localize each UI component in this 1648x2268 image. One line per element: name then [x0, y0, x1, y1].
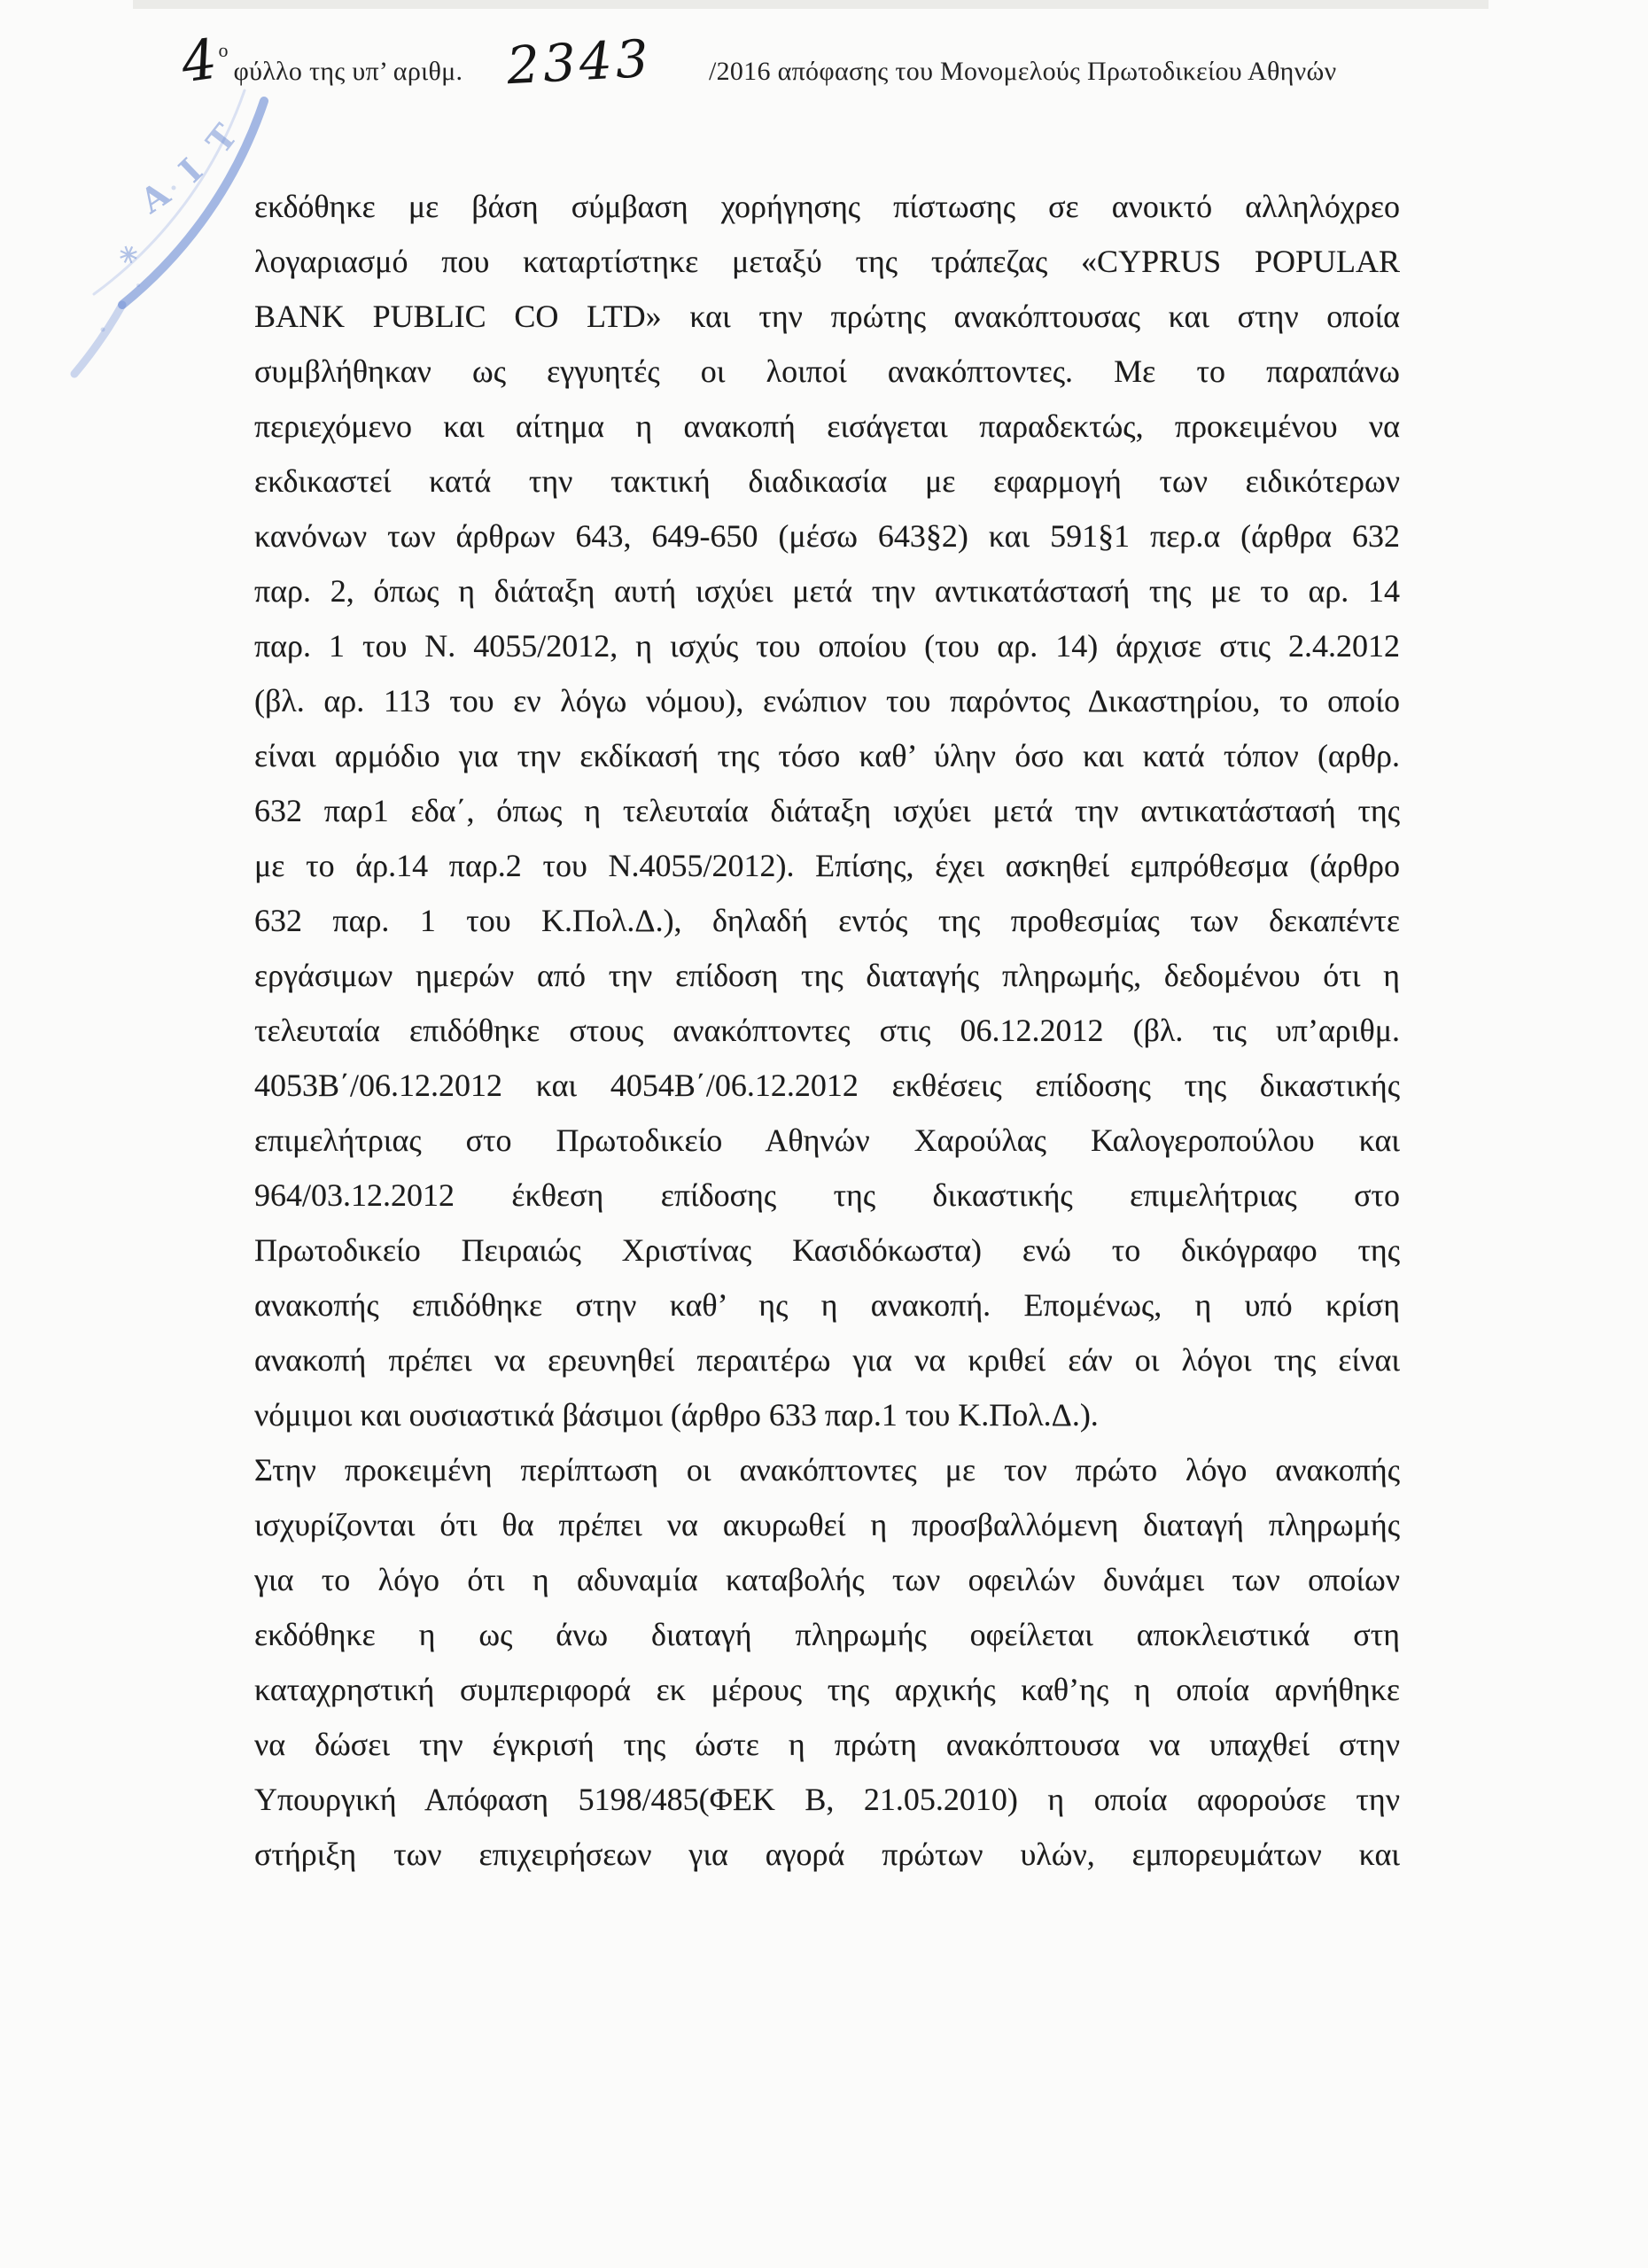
stamp-letter: Α: [132, 173, 177, 221]
text-line: (βλ. αρ. 113 του εν λόγω νόμου), ενώπιον του παρόντος Δικαστηρίου, το οποίο: [254, 683, 1400, 718]
text-line: 964/03.12.2012 έκθεση επίδοσης της δικαστικής επιμελήτριας στο: [254, 1177, 1400, 1213]
text-line: συμβλήθηκαν ως εγγυητές οι λοιποί ανακόπτοντες. Με το παραπάνω: [254, 353, 1400, 389]
text-line: 632 παρ. 1 του Κ.Πολ.Δ.), δηλαδή εντός της προθεσμίας των δεκαπέντε: [254, 903, 1400, 938]
text-line: καταχρηστική συμπεριφορά εκ μέρους της αρχικής καθ’ης η οποία αρνήθηκε: [254, 1672, 1400, 1707]
text-line: περιεχόμενο και αίτημα η ανακοπή εισάγεται παραδεκτώς, προκειμένου να: [254, 408, 1400, 444]
text-line: με το άρ.14 παρ.2 του Ν.4055/2012). Επίσης, έχει ασκηθεί εμπρόθεσμα (άρθρο: [254, 848, 1400, 883]
text-line: Πρωτοδικείο Πειραιώς Χριστίνας Κασιδόκωστα) ενώ το δικόγραφο της: [254, 1232, 1400, 1268]
scanner-edge-artifact: [133, 0, 1489, 9]
text-line: ισχυρίζονται ότι θα πρέπει να ακυρωθεί η προσβαλλόμενη διαταγή πληρωμής: [254, 1507, 1400, 1542]
text-line: νόμιμοι και ουσιαστικά βάσιμοι (άρθρο 633 παρ.1 του Κ.Πολ.Δ.).: [254, 1397, 1099, 1433]
text-line: Στην προκειμένη περίπτωση οι ανακόπτοντες με τον πρώτο λόγο ανακοπής: [254, 1452, 1400, 1487]
stamp-speckle: [136, 284, 140, 287]
text-line: Υπουργική Απόφαση 5198/485(ΦΕΚ Β, 21.05.2010) η οποία αφορούσε την: [254, 1782, 1400, 1817]
text-line: να δώσει την έγκρισή της ώστε η πρώτη ανακόπτουσα να υπαχθεί στην: [254, 1727, 1400, 1762]
sheet-number-ordinal-suffix: ο: [218, 39, 229, 61]
text-line: κανόνων των άρθρων 643, 649-650 (μέσω 643§2) και 591§1 περ.α (άρθρα 632: [254, 518, 1400, 554]
text-line: ανακοπή πρέπει να ερευνηθεί περαιτέρω για να κριθεί εάν οι λόγοι της είναι: [254, 1342, 1400, 1378]
stamp-speckle: [101, 328, 105, 332]
header-label-post: /2016 απόφασης του Μονομελούς Πρωτοδικείου Αθηνών: [708, 57, 1337, 86]
text-line: παρ. 1 του Ν. 4055/2012, η ισχύς του οποίου (του αρ. 14) άρχισε στις 2.4.2012: [254, 628, 1400, 664]
text-line: 632 παρ1 εδα΄, όπως η τελευταία διάταξη ισχύει μετά την αντικατάστασή της: [254, 793, 1400, 828]
sheet-number-handwritten: 4: [177, 26, 222, 96]
text-line: εκδικαστεί κατά την τακτική διαδικασία με εφαρμογή των ειδικότερων: [254, 463, 1400, 499]
text-line: παρ. 2, όπως η διάταξη αυτή ισχύει μετά την αντικατάστασή της με το αρ. 14: [254, 573, 1400, 609]
stamp-speckle: [172, 186, 176, 190]
stamp-letter: Τ: [198, 116, 245, 161]
text-line: 4053Β΄/06.12.2012 και 4054Β΄/06.12.2012 εκθέσεις επίδοσης της δικαστικής: [254, 1068, 1400, 1103]
page-header: [177, 26, 1337, 97]
header-label-pre: φύλλο της υπ’ αριθμ.: [233, 57, 463, 86]
stamp-letter: Ι: [170, 150, 211, 190]
decision-body-text: [254, 179, 1400, 1882]
text-line: επιμελήτριας στο Πρωτοδικείο Αθηνών Χαρούλας Καλογεροπούλου και: [254, 1122, 1400, 1158]
stamp-star: ✳: [115, 239, 143, 272]
stamp-outer-arc: [122, 101, 264, 305]
text-line: στήριξη των επιχειρήσεων για αγορά πρώτων υλών, εμπορευμάτων και: [254, 1837, 1400, 1872]
text-line: ανακοπής επιδόθηκε στην καθ’ ης η ανακοπή. Επομένως, η υπό κρίση: [254, 1287, 1400, 1323]
court-stamp: [41, 82, 280, 392]
text-line: εκδόθηκε η ως άνω διαταγή πληρωμής οφείλεται αποκλειστικά στη: [254, 1617, 1400, 1652]
text-line: είναι αρμόδιο για την εκδίκασή της τόσο καθ’ ύλην όσο και κατά τόπον (αρθρ.: [254, 738, 1400, 773]
text-line: για το λόγο ότι η αδυναμία καταβολής των οφειλών δυνάμει των οποίων: [254, 1562, 1400, 1597]
text-line: BANK PUBLIC CO LTD» και την πρώτης ανακόπτουσας και στην οποία: [254, 299, 1400, 334]
text-line: εργάσιμων ημερών από την επίδοση της διαταγής πληρωμής, δεδομένου ότι η: [254, 958, 1400, 993]
stamp-outer-arc-fade: [74, 305, 122, 374]
text-line: εκδόθηκε με βάση σύμβαση χορήγησης πίστωσης σε ανοικτό αλληλόχρεο: [254, 189, 1400, 224]
decision-number-handwritten: 2343: [505, 27, 654, 97]
text-line: λογαριασμό που καταρτίστηκε μεταξύ της τράπεζας «CYPRUS POPULAR: [254, 244, 1400, 279]
stamp-inner-arc: [94, 90, 245, 294]
text-line: τελευταία επιδόθηκε στους ανακόπτοντες στις 06.12.2012 (βλ. τις υπ’αριθμ.: [254, 1013, 1400, 1048]
